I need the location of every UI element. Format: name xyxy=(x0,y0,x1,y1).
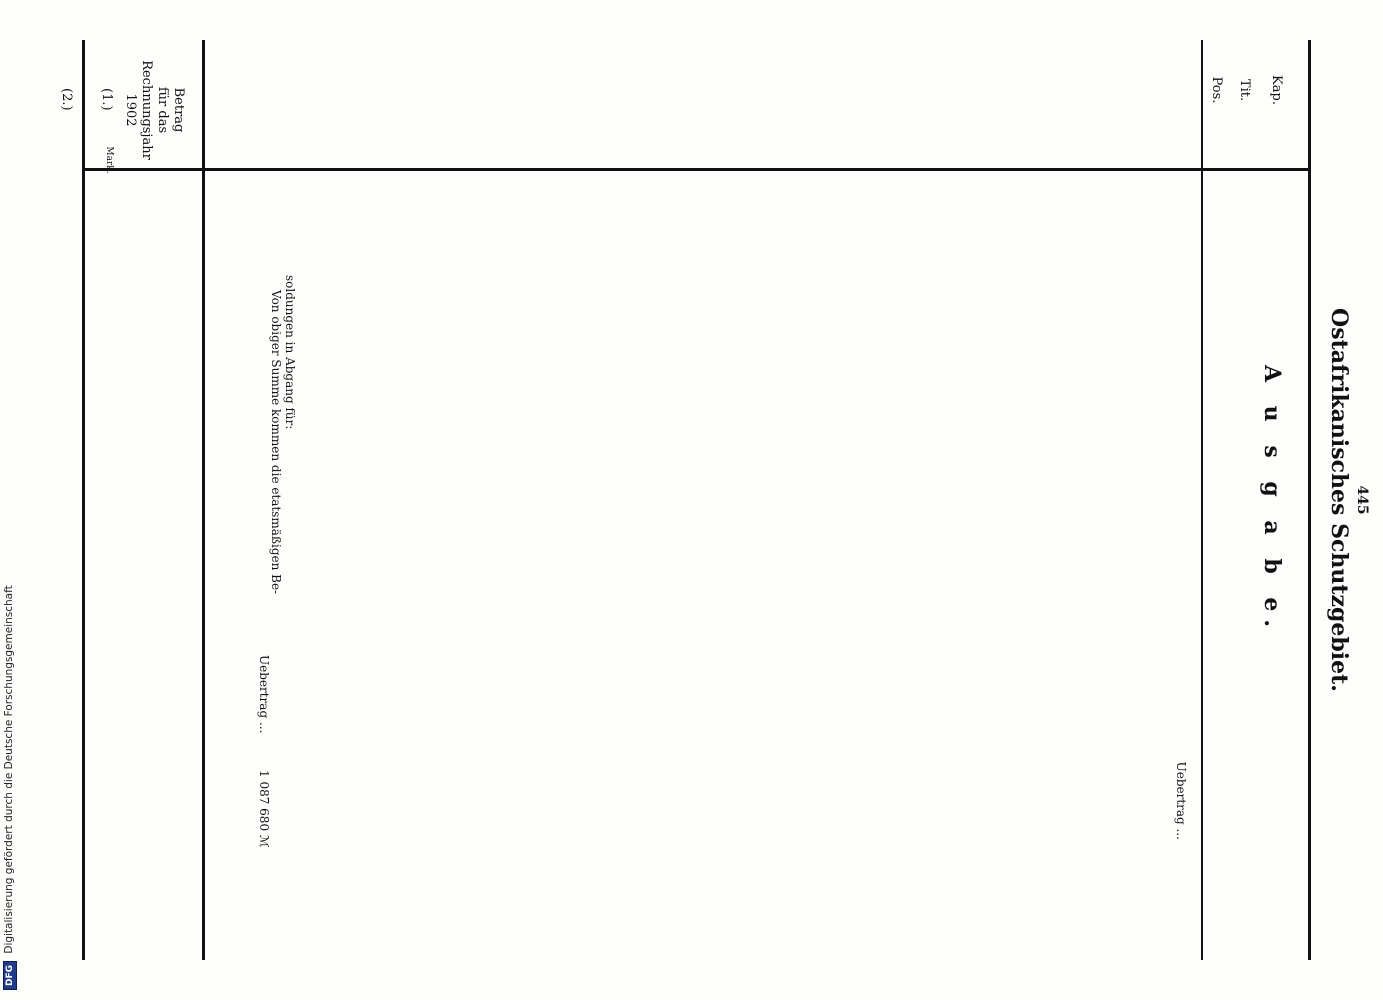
header-tit: Tit. xyxy=(1237,78,1252,102)
page-number: 445 xyxy=(1354,485,1370,515)
digitization-sidebar xyxy=(0,0,22,1000)
page-title: Ostafrikanisches Schutzgebiet. xyxy=(1326,308,1352,692)
header-betrag-4: 1902 xyxy=(123,93,138,127)
header-betrag-2: für das xyxy=(155,86,170,134)
uebertrag-label: Uebertrag ... xyxy=(257,655,271,734)
intro-line-2: soldungen in Abgang für: xyxy=(283,275,297,430)
dfg-logo: DFG xyxy=(3,961,17,990)
header-betrag-1: Betrag xyxy=(171,87,186,133)
header-mark: Mark. xyxy=(104,146,114,174)
header-betrag-3: Rechnungsjahr xyxy=(139,60,154,160)
kap-label: (2.) xyxy=(59,88,74,111)
digitization-text: Digitalisierung gefördert durch die Deutsche Forschungsgemeinschaft xyxy=(3,585,15,954)
section-heading: A u s g a b e. xyxy=(1259,364,1285,636)
uebertrag-value: 1 087 680 ℳ xyxy=(257,770,271,848)
uebertrag-label: Uebertrag ... xyxy=(1174,761,1188,840)
header-kap: Kap. xyxy=(1269,75,1284,105)
digitization-credit xyxy=(3,585,17,990)
header-pos: Pos. xyxy=(1209,76,1224,104)
intro-line-1: Von obiger Summe kommen die etatsmäßigen Be- xyxy=(269,290,283,595)
tit-label-1: (1.) xyxy=(99,88,114,111)
